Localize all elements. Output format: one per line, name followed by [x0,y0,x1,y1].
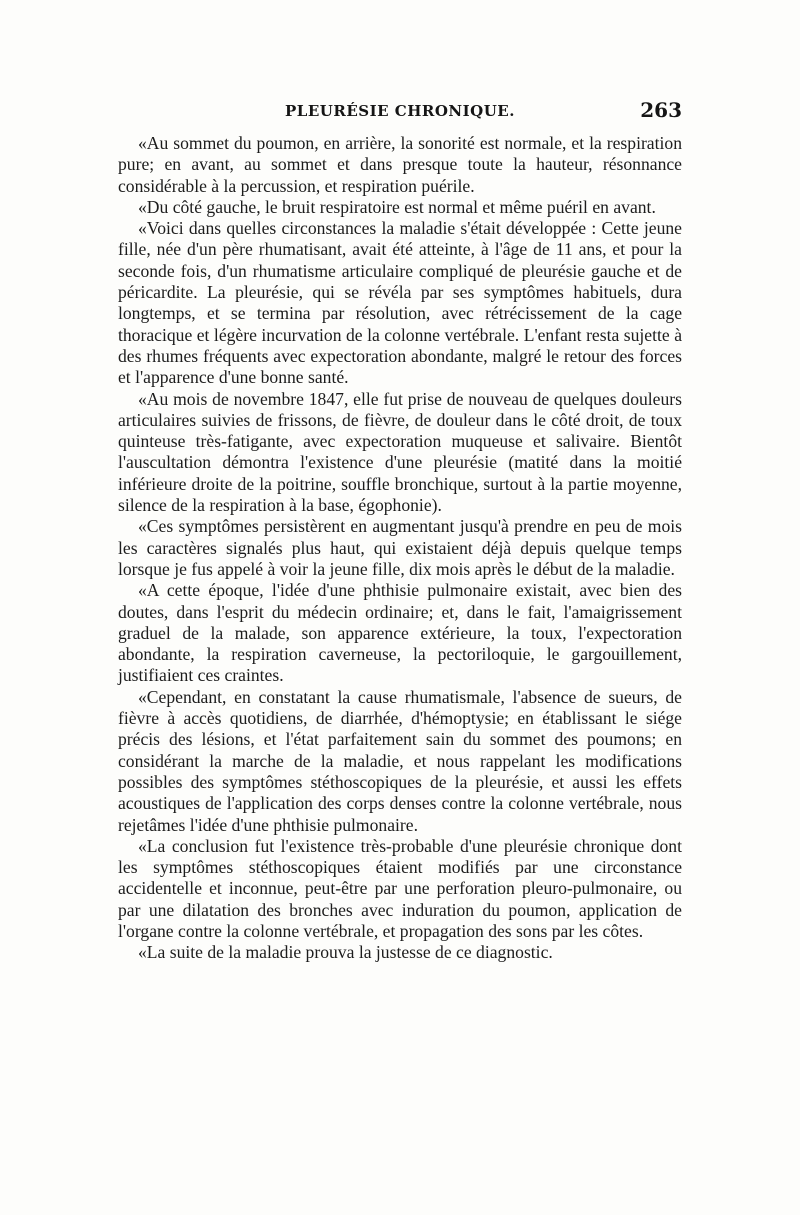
paragraph: «Au sommet du poumon, en arrière, la sonorité est normale, et la respiration pure; en avant, au sommet et dans presque toute la hauteur, résonnance considérable à la percussion, et respiration puérile. [118,133,682,196]
page-header [118,100,682,126]
paragraph: «La suite de la maladie prouva la justesse de ce diagnostic. [138,942,553,963]
paragraph: «Ces symptômes persistèrent en augmentant jusqu'à prendre en peu de mois les caractères signalés plus haut, qui existaient déjà depuis quelque temps lorsque je fus appelé à voir la jeune fille, dix mois après le début de la maladie. [118,516,682,579]
running-title: PLEURÉSIE CHRONIQUE. [285,102,515,120]
paragraph: «Voici dans quelles circonstances la maladie s'était développée : Cette jeune fille, née d'un père rhumatisant, avait été atteinte, à l'âge de 11 ans, et pour la seconde fois, d'un rhumatisme articulaire compliqué de pleurésie gauche et de péricardite. La pleurésie, qui se révéla par ses symptômes habituels, dura longtemps, et se termina par résolution, avec rétrécissement de la cage thoracique et légère incurvation de la colonne vertébrale. L'enfant resta sujette à des rhumes fréquents avec expectoration abondante, malgré le retour des forces et l'apparence d'une bonne santé. [118,218,682,388]
paragraph: «Au mois de novembre 1847, elle fut prise de nouveau de quelques douleurs articulaires suivies de frissons, de fièvre, de douleur dans le côté droit, de toux quinteuse très-fatigante, avec expectoration muqueuse et salivaire. Bientôt l'auscultation démontra l'existence d'une pleurésie (matité dans la moitié inférieure droite de la poitrine, souffle bronchique, surtout à la partie moyenne, silence de la respiration à la base, égophonie). [118,388,682,516]
paragraph: «Cependant, en constatant la cause rhumatismale, l'absence de sueurs, de fièvre à accès quotidiens, de diarrhée, d'hémoptysie; en établissant le siége précis des lésions, et l'état parfaitement sain du sommet des poumons; en considérant la marche de la maladie, et nous rappelant les modifications possibles des symptômes stéthoscopiques de la pleurésie, et aussi les effets acoustiques de l'application des corps denses contre la colonne vertébrale, nous rejetâmes l'idée d'une phthisie pulmonaire. [118,686,682,835]
body-text [118,133,682,964]
paragraph: «A cette époque, l'idée d'une phthisie pulmonaire existait, avec bien des doutes, dans l'esprit du médecin ordinaire; et, dans le fait, l'amaigrissement graduel de la malade, son apparence extérieure, la toux, l'expectoration abondante, la respiration caverneuse, la pectoriloquie, le gargouillement, justifiaient ces craintes. [118,580,682,686]
paragraph: «Du côté gauche, le bruit respiratoire est normal et même puéril en avant. [138,196,656,217]
page-number: 263 [640,98,682,122]
paragraph: «La conclusion fut l'existence très-probable d'une pleurésie chronique dont les symptômes stéthoscopiques étaient modifiés par une circonstance accidentelle et inconnue, peut-être par une perforation pleuro-pulmonaire, ou par une dilatation des bronches avec induration du poumon, application de l'organe contre la colonne vertébrale, et propagation des sons par les côtes. [118,835,682,941]
